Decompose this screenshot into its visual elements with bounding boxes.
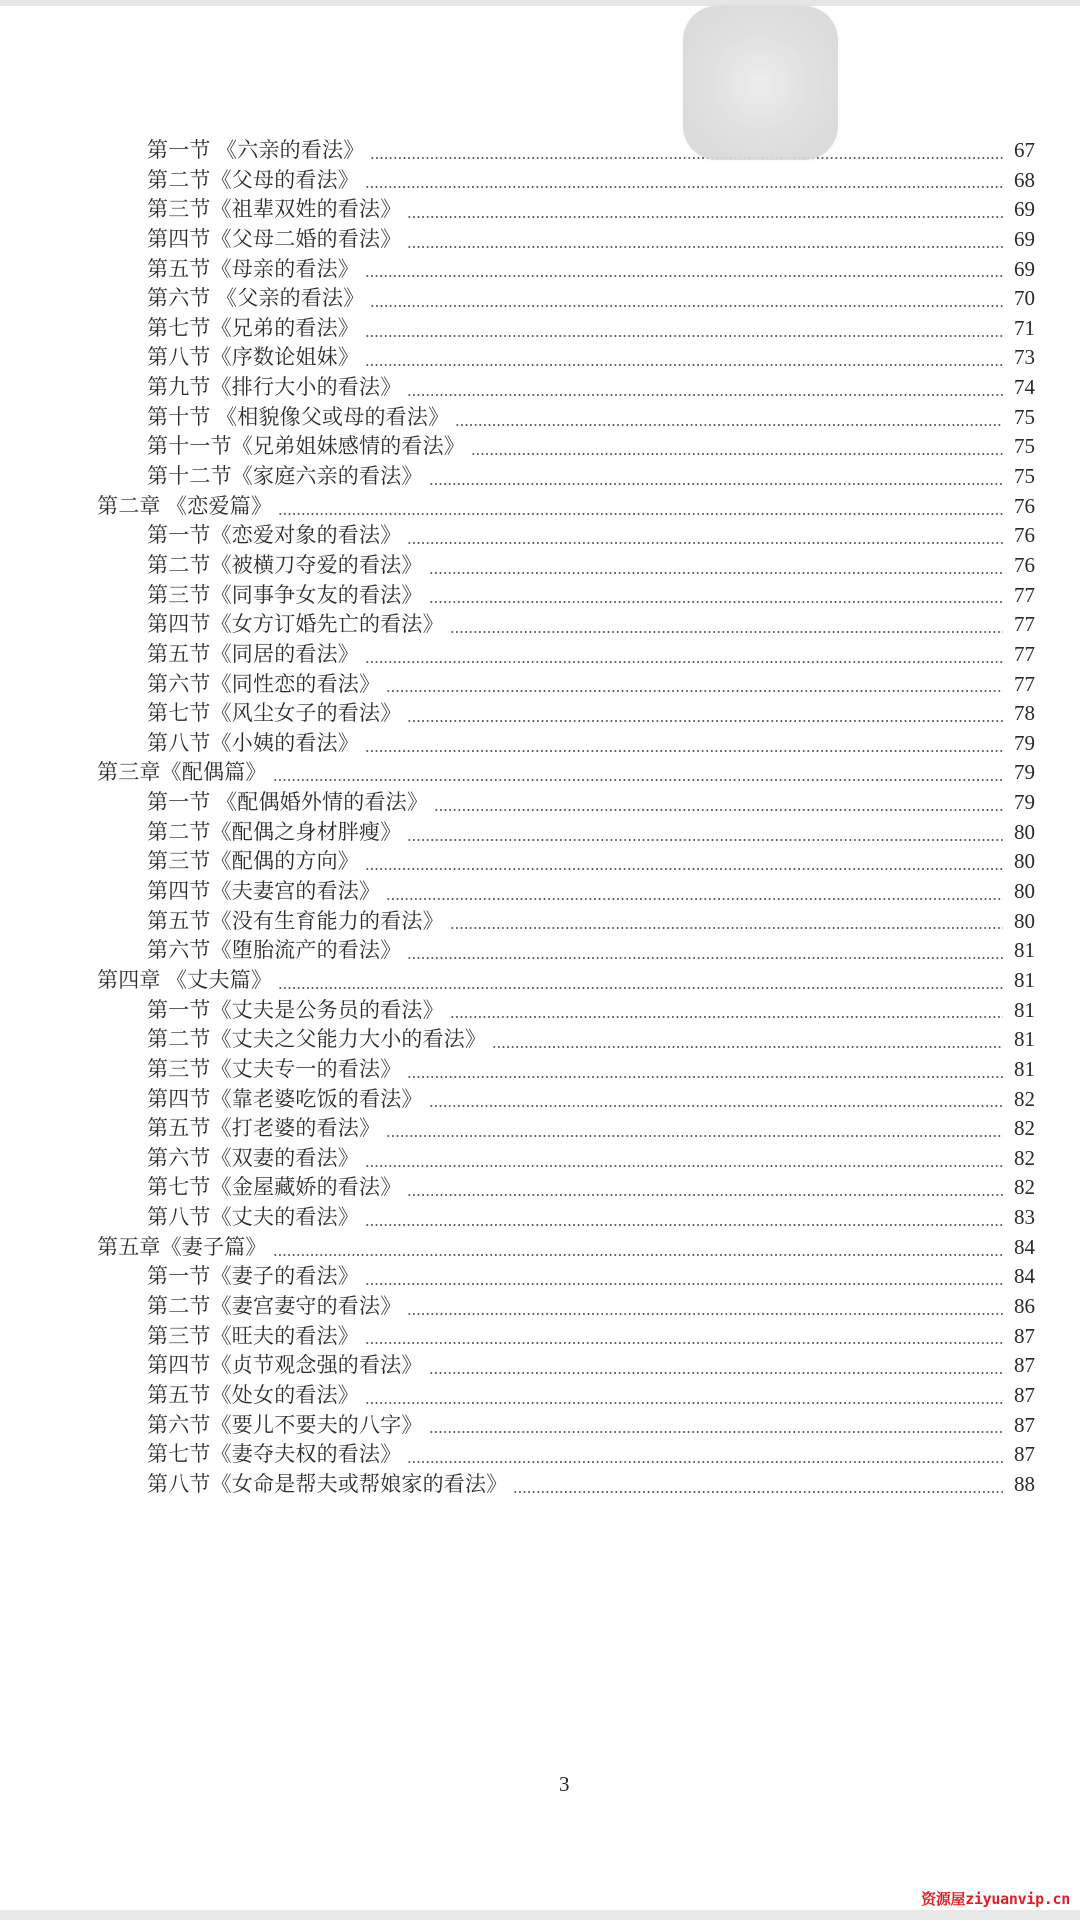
toc-section-entry[interactable] <box>0 1351 1080 1381</box>
toc-entry-title: 第三节《祖辈双姓的看法》 <box>147 197 402 222</box>
toc-chapter-entry[interactable] <box>0 966 1080 996</box>
toc-entry-title: 第二节《妻宫妻守的看法》 <box>147 1293 402 1318</box>
toc-entry-page: 70 <box>1014 286 1035 311</box>
dot-leader <box>365 1342 1003 1344</box>
dot-leader <box>471 453 1003 455</box>
toc-entry-page: 73 <box>1014 345 1035 370</box>
toc-entry-title: 第七节《金屋藏娇的看法》 <box>147 1175 402 1200</box>
toc-section-entry[interactable] <box>0 610 1080 640</box>
dot-leader <box>365 1283 1003 1285</box>
toc-entry-title: 第三节《配偶的方向》 <box>147 849 359 874</box>
toc-section-entry[interactable] <box>0 699 1080 729</box>
toc-section-entry[interactable] <box>0 521 1080 551</box>
toc-entry-page: 87 <box>1014 1323 1035 1348</box>
toc-entry-title: 第四节《父母二婚的看法》 <box>147 226 402 251</box>
dot-leader <box>386 690 1003 692</box>
dot-leader <box>407 1313 1003 1315</box>
toc-section-entry[interactable] <box>0 1322 1080 1352</box>
toc-entry-title: 第一节《恋爱对象的看法》 <box>147 523 402 548</box>
toc-entry-page: 82 <box>1014 1145 1035 1170</box>
dot-leader <box>407 1076 1003 1078</box>
toc-section-entry[interactable] <box>0 403 1080 433</box>
dot-leader <box>386 1135 1003 1137</box>
toc-section-entry[interactable] <box>0 907 1080 937</box>
toc-entry-page: 79 <box>1014 730 1035 755</box>
toc-section-entry[interactable] <box>0 432 1080 462</box>
toc-entry-page: 69 <box>1014 226 1035 251</box>
assistive-touch-button[interactable] <box>683 6 838 160</box>
dot-leader <box>429 483 1003 485</box>
toc-entry-title: 第五节《母亲的看法》 <box>147 256 359 281</box>
toc-section-entry[interactable] <box>0 1085 1080 1115</box>
dot-leader <box>429 601 1003 603</box>
toc-entry-title: 第四节《夫妻宫的看法》 <box>147 879 381 904</box>
toc-entry-title: 第五节《处女的看法》 <box>147 1382 359 1407</box>
toc-section-entry[interactable] <box>0 373 1080 403</box>
toc-section-entry[interactable] <box>0 314 1080 344</box>
toc-entry-title: 第一节 《六亲的看法》 <box>147 138 365 162</box>
toc-entry-page: 80 <box>1014 908 1035 933</box>
toc-section-entry[interactable] <box>0 1411 1080 1441</box>
toc-entry-title: 第七节《风尘女子的看法》 <box>147 701 402 726</box>
dot-leader <box>365 364 1003 366</box>
dot-leader <box>434 809 1003 811</box>
dot-leader <box>365 186 1003 188</box>
toc-section-entry[interactable] <box>0 551 1080 581</box>
toc-entry-page: 79 <box>1014 760 1035 785</box>
toc-entry-title: 第二节《配偶之身材胖瘦》 <box>147 819 402 844</box>
toc-entry-page: 87 <box>1014 1412 1035 1437</box>
toc-section-entry[interactable] <box>0 729 1080 759</box>
toc-entry-title: 第十节 《相貌像父或母的看法》 <box>147 404 450 429</box>
dot-leader <box>278 513 1003 515</box>
toc-entry-page: 77 <box>1014 671 1035 696</box>
toc-entry-page: 82 <box>1014 1086 1035 1111</box>
toc-entry-title: 第八节《序数论姐妹》 <box>147 345 359 370</box>
page-number: 3 <box>559 1772 570 1796</box>
toc-section-entry[interactable] <box>0 136 1080 166</box>
dot-leader <box>429 1105 1003 1107</box>
toc-section-entry[interactable] <box>0 847 1080 877</box>
toc-section-entry[interactable] <box>0 166 1080 196</box>
toc-entry-page: 81 <box>1014 997 1035 1022</box>
toc-entry-title: 第六节《双妻的看法》 <box>147 1145 359 1170</box>
toc-section-entry[interactable] <box>0 462 1080 492</box>
toc-entry-page: 80 <box>1014 849 1035 874</box>
toc-entry-title: 第八节《小姨的看法》 <box>147 730 359 755</box>
dot-leader <box>513 1491 1003 1493</box>
toc-entry-title: 第一节《妻子的看法》 <box>147 1264 359 1289</box>
toc-section-entry[interactable] <box>0 877 1080 907</box>
dot-leader <box>429 572 1003 574</box>
toc-entry-page: 87 <box>1014 1382 1035 1407</box>
dot-leader <box>365 275 1003 277</box>
toc-entry-page: 69 <box>1014 197 1035 222</box>
toc-entry-page: 88 <box>1014 1471 1035 1496</box>
dot-leader <box>407 216 1003 218</box>
top-status-strip <box>0 0 1080 6</box>
dot-leader <box>365 868 1003 870</box>
toc-entry-page: 75 <box>1014 404 1035 429</box>
toc-section-entry[interactable] <box>0 581 1080 611</box>
toc-section-entry[interactable] <box>0 788 1080 818</box>
dot-leader <box>370 157 1003 159</box>
toc-section-entry[interactable] <box>0 936 1080 966</box>
toc-entry-page: 75 <box>1014 464 1035 489</box>
dot-leader <box>450 1016 1003 1018</box>
toc-section-entry[interactable] <box>0 640 1080 670</box>
toc-section-entry[interactable] <box>0 225 1080 255</box>
toc-entry-page: 74 <box>1014 375 1035 400</box>
toc-chapter-entry[interactable] <box>0 758 1080 788</box>
toc-entry-page: 81 <box>1014 938 1035 963</box>
toc-entry-page: 83 <box>1014 1205 1035 1230</box>
assistive-touch-icon <box>723 46 797 120</box>
toc-section-entry[interactable] <box>0 818 1080 848</box>
toc-entry-title: 第四章 《丈夫篇》 <box>97 967 273 992</box>
toc-section-entry[interactable] <box>0 670 1080 700</box>
toc-entry-title: 第七节《妻夺夫权的看法》 <box>147 1442 402 1467</box>
dot-leader <box>273 779 1003 781</box>
dot-leader <box>429 1372 1003 1374</box>
toc-section-entry[interactable] <box>0 1114 1080 1144</box>
dot-leader <box>365 750 1003 752</box>
toc-entry-page: 76 <box>1014 493 1035 518</box>
dot-leader <box>407 1194 1003 1196</box>
toc-entry-title: 第五节《没有生育能力的看法》 <box>147 908 444 933</box>
toc-entry-page: 78 <box>1014 701 1035 726</box>
toc-entry-page: 84 <box>1014 1234 1035 1259</box>
dot-leader <box>450 927 1003 929</box>
toc-entry-title: 第四节《靠老婆吃饭的看法》 <box>147 1086 423 1111</box>
toc-section-entry[interactable] <box>0 195 1080 225</box>
dot-leader <box>365 1402 1003 1404</box>
dot-leader <box>365 1165 1003 1167</box>
toc-entry-title: 第八节《女命是帮夫或帮娘家的看法》 <box>147 1471 508 1496</box>
toc-entry-title: 第七节《兄弟的看法》 <box>147 315 359 340</box>
toc-entry-page: 77 <box>1014 612 1035 637</box>
toc-section-entry[interactable] <box>0 1470 1080 1500</box>
toc-entry-page: 71 <box>1014 315 1035 340</box>
toc-entry-page: 87 <box>1014 1353 1035 1378</box>
table-of-contents <box>0 136 1080 1499</box>
toc-entry-page: 81 <box>1014 967 1035 992</box>
toc-section-entry[interactable] <box>0 343 1080 373</box>
toc-entry-title: 第三节《丈夫专一的看法》 <box>147 1056 402 1081</box>
toc-entry-title: 第二节《父母的看法》 <box>147 167 359 192</box>
dot-leader <box>278 987 1003 989</box>
dot-leader <box>455 424 1003 426</box>
toc-entry-title: 第六节 《父亲的看法》 <box>147 286 365 311</box>
toc-section-entry[interactable] <box>0 255 1080 285</box>
dot-leader <box>429 1431 1003 1433</box>
toc-entry-title: 第五章《妻子篇》 <box>97 1234 267 1259</box>
toc-entry-title: 第三章《配偶篇》 <box>97 760 267 785</box>
toc-entry-page: 82 <box>1014 1116 1035 1141</box>
toc-entry-title: 第六节《堕胎流产的看法》 <box>147 938 402 963</box>
dot-leader <box>365 661 1003 663</box>
dot-leader <box>492 1046 1003 1048</box>
toc-section-entry[interactable] <box>0 1055 1080 1085</box>
toc-entry-page: 82 <box>1014 1175 1035 1200</box>
toc-section-entry[interactable] <box>0 1440 1080 1470</box>
dot-leader <box>407 1461 1003 1463</box>
toc-section-entry[interactable] <box>0 1203 1080 1233</box>
watermark: 资源屋ziyuanvip.cn <box>921 1890 1070 1908</box>
toc-section-entry[interactable] <box>0 1381 1080 1411</box>
toc-entry-page: 84 <box>1014 1264 1035 1289</box>
toc-entry-title: 第十二节《家庭六亲的看法》 <box>147 464 423 489</box>
dot-leader <box>407 246 1003 248</box>
toc-section-entry[interactable] <box>0 1262 1080 1292</box>
toc-entry-page: 87 <box>1014 1442 1035 1467</box>
toc-entry-page: 68 <box>1014 167 1035 192</box>
toc-entry-title: 第二节《丈夫之父能力大小的看法》 <box>147 1027 487 1052</box>
toc-entry-title: 第六节《要儿不要夫的八字》 <box>147 1412 423 1437</box>
toc-entry-title: 第二章 《恋爱篇》 <box>97 493 273 518</box>
toc-entry-title: 第三节《同事争女友的看法》 <box>147 582 423 607</box>
toc-entry-title: 第五节《打老婆的看法》 <box>147 1116 381 1141</box>
dot-leader <box>407 839 1003 841</box>
toc-entry-title: 第一节 《配偶婚外情的看法》 <box>147 790 429 815</box>
toc-entry-page: 79 <box>1014 790 1035 815</box>
dot-leader <box>407 394 1003 396</box>
toc-entry-title: 第九节《排行大小的看法》 <box>147 375 402 400</box>
toc-entry-title: 第二节《被横刀夺爱的看法》 <box>147 552 423 577</box>
toc-entry-page: 80 <box>1014 819 1035 844</box>
bottom-navigation-strip <box>0 1910 1080 1920</box>
toc-section-entry[interactable] <box>0 996 1080 1026</box>
dot-leader <box>273 1254 1003 1256</box>
dot-leader <box>407 720 1003 722</box>
toc-entry-page: 67 <box>1014 138 1035 162</box>
toc-entry-page: 86 <box>1014 1293 1035 1318</box>
toc-entry-page: 76 <box>1014 523 1035 548</box>
dot-leader <box>365 1224 1003 1226</box>
toc-entry-title: 第四节《女方订婚先亡的看法》 <box>147 612 444 637</box>
dot-leader <box>407 957 1003 959</box>
dot-leader <box>450 631 1003 633</box>
toc-entry-page: 77 <box>1014 641 1035 666</box>
toc-entry-title: 第八节《丈夫的看法》 <box>147 1205 359 1230</box>
toc-entry-title: 第十一节《兄弟姐妹感情的看法》 <box>147 434 465 459</box>
toc-section-entry[interactable] <box>0 284 1080 314</box>
toc-entry-page: 80 <box>1014 879 1035 904</box>
toc-entry-page: 75 <box>1014 434 1035 459</box>
toc-entry-title: 第五节《同居的看法》 <box>147 641 359 666</box>
toc-entry-title: 第一节《丈夫是公务员的看法》 <box>147 997 444 1022</box>
toc-entry-page: 77 <box>1014 582 1035 607</box>
dot-leader <box>370 305 1003 307</box>
toc-entry-title: 第四节《贞节观念强的看法》 <box>147 1353 423 1378</box>
toc-section-entry[interactable] <box>0 1025 1080 1055</box>
toc-entry-page: 81 <box>1014 1027 1035 1052</box>
toc-entry-page: 81 <box>1014 1056 1035 1081</box>
toc-entry-page: 76 <box>1014 552 1035 577</box>
toc-chapter-entry[interactable] <box>0 1233 1080 1263</box>
toc-entry-page: 69 <box>1014 256 1035 281</box>
toc-section-entry[interactable] <box>0 1173 1080 1203</box>
dot-leader <box>386 898 1003 900</box>
toc-section-entry[interactable] <box>0 1144 1080 1174</box>
toc-chapter-entry[interactable] <box>0 492 1080 522</box>
dot-leader <box>407 542 1003 544</box>
toc-section-entry[interactable] <box>0 1292 1080 1322</box>
toc-entry-title: 第三节《旺夫的看法》 <box>147 1323 359 1348</box>
toc-entry-title: 第六节《同性恋的看法》 <box>147 671 381 696</box>
dot-leader <box>365 335 1003 337</box>
